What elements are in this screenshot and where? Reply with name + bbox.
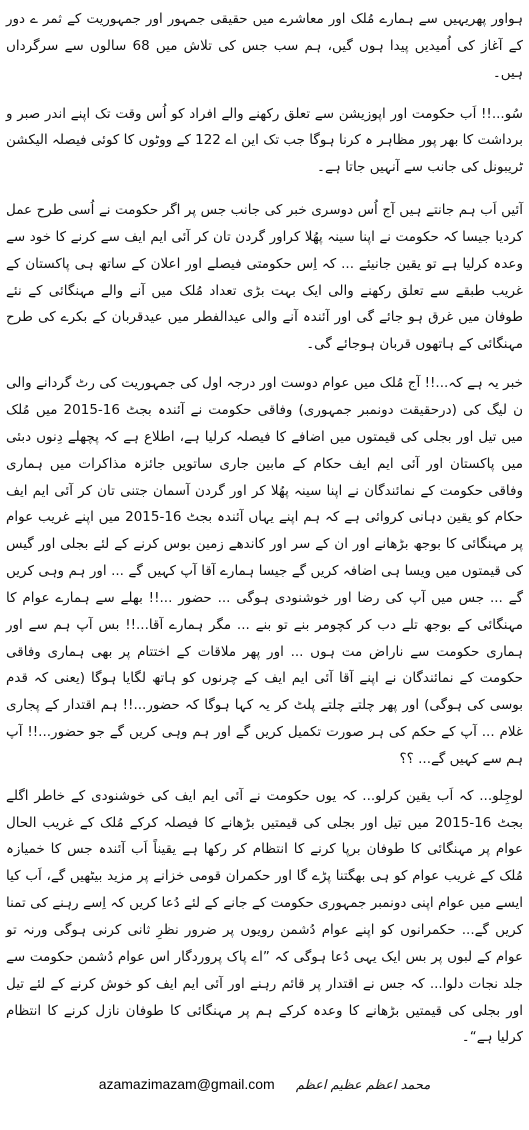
article-body: [6, 6, 523, 1051]
article-paragraph-3: آئیں اَب ہم جانتے ہیں آج اُس دوسری خبر کی جانب جس پر اگر حکومت نے اُسی طرح عمل کردیا جیسا کہ حکومت نے اپنا سینہ پھُلا کراور گردن تان کر آئی ایم ایف سے کرنے کا خود سے وعدہ کرلیا ہے تو یقین جانیئے ... کہ اِس حکومتی فیصلے اور اعلان کے ساتھ ہی پاکستان کے غریب طبقے سے تعلق رکھنے والی ایک بہت بڑی تعداد مُلک میں آنے والے مہنگائی کے نئے طوفان میں غرق ہو جائے گی اور آئندہ آنے والی عیدالفطر میں عیدقربان کے بکرے کی طرح مہنگائی کے ہاتھوں قربان ہوجائے گی۔: [6, 202, 523, 353]
author-signature: [0, 1074, 529, 1093]
article-paragraph-5: لوجِلو... کہ اَب یقین کرلو... کہ یوں حکومت نے آئی ایم ایف کی خوشنودی کے خاطر اگلے بجٹ 16-2015 میں تیل اور بجلی کی قیمتیں بڑھانے کا فیصلہ کرکے مُلک کے غریب الحال عوام پر مہنگائی کا طوفان برپا کرنے کا انتظام کر رکھا ہے یقیناً اَب آئندہ جس کا خمیازہ مُلک کے غریب عوام کو ہی بھگتنا پڑے گا اور حکمران قومی خزانے پر مزید بیٹھیں گے، اَب کیا ایسے میں عوام اپنی دونمبر جمہوری حکومت کے جانے کے لئے دُعا کریں کہ اِسے رہنے کی تمنا کریں گے... حکمرانوں کو اپنے عوام دُشمن رویوں پر ضرور نظرِ ثانی کرنی ہوگی ورنہ تو عوام کے لبوں پر بس ایک یہی دُعا ہوگی کہ ”اے پاک پروردگار اس عوام دُشمن حکومت سے جلد نجات دلوا... کہ جس نے اقتدار پر قائم رہنے اور آئی ایم ایف کو خوش کرنے کے لئے تیل اور بجلی کی قیمتیں بڑھانے کا وعدہ کرکے ہم پر مہنگائی کا طوفان نازل کرنے کا انتظام کرلیا ہے“۔: [6, 787, 523, 1046]
article-paragraph-2: سُو...!! اَب حکومت اور اپوزیشن سے تعلق رکھنے والے افراد کو اُس وقت تک اپنے اندر صبر و برداشت کا بھر پور مظاہر ہ کرنا ہوگا جب تک این اے 122 کے ووٹوں کا کوئی فیصلہ الیکشن ٹریبونل کی جانب سے آنہیں جاتا ہے۔: [6, 105, 524, 176]
author-name: محمد اعظم عظیم اعظم: [295, 1078, 431, 1093]
article-paragraph-4: خبر یہ ہے کہ...!! آج مُلک میں عوام دوست اور درجہ اول کی جمہوریت کی رٹ گردانے والی ن لیگ کی (درحقیقت دونمبر جمہوری) وفاقی حکومت نے آئندہ بجٹ 16-2015 میں مُلک میں تیل اور بجلی کی قیمتوں میں اضافے کا فیصلہ کرلیا ہے، اطلاع ہے کہ پچھلے دِنوں دبئی میں پاکستان اور آئی ایم ایف حکام کے مابین جاری ساتویں جائزہ مذاکرات میں ہماری وفاقی حکومت کے نمائندگان نے اپنا سینہ پھُلا کر اور گردن آسمان جتنی تان کر آئی ایم ایف حکام کو یقین دہانی کروائی ہے کہ ہم اپنے یہاں آئندہ بجٹ 16-2015 میں اپنے غریب عوام پر مہنگائی کا بوجھ بڑھانے اور ان کے سر اور کاندھے زمین بوس کرنے کے لئے بجلی اور گیس کی قیمتوں میں ویسا ہی اضافہ کریں گے جیسا ہمارے آقا آپ کہیں گے ... اور ہم وہی کریں گے ... جس میں آپ کی رضا اور خوشنودی ہوگی ... حضور ...!! بھلے سے ہمارے عوام کا مہنگائی کے بوجھ تلے دب کر کچومر بنے تو بنے ... مگر ہمارے آقا...!! بس آپ ہم سے اور ہماری حکومت سے ناراض مت ہوں ... اور پھر ملاقات کے اختتام پر بھی ہماری وفاقی حکومت کے نمائندگان نے اپنے آقا آئی ایم ایف کے چرنوں کو ہاتھ لگایا ہوگا (یعنی کہ قدم بوسی کی ہوگی) اور پھر چلتے چلتے پلٹ کر یہ کہا ہوگا کہ حضور...!! ہم اقتدار کے پجاری غلام ... آپ کے حکم کی ہر صورت تکمیل کریں گے اور ہم وہی کریں گے جو حضور...!! آپ ہم سے کہیں گے... ؟؟: [6, 375, 523, 767]
author-email-link[interactable]: azamazimazam@gmail.com: [98, 1076, 275, 1092]
article-paragraph-1: ہواور پھریہیں سے ہمارے مُلک اور معاشرے میں حقیقی جمہور اور جمہوریت کے ثمر ے دور کے آغاز کی اُمیدیں پیدا ہوں گیں، ہم سب جس کی تلاش میں 68 سالوں سے سرگرداں ہیں۔: [6, 11, 523, 81]
